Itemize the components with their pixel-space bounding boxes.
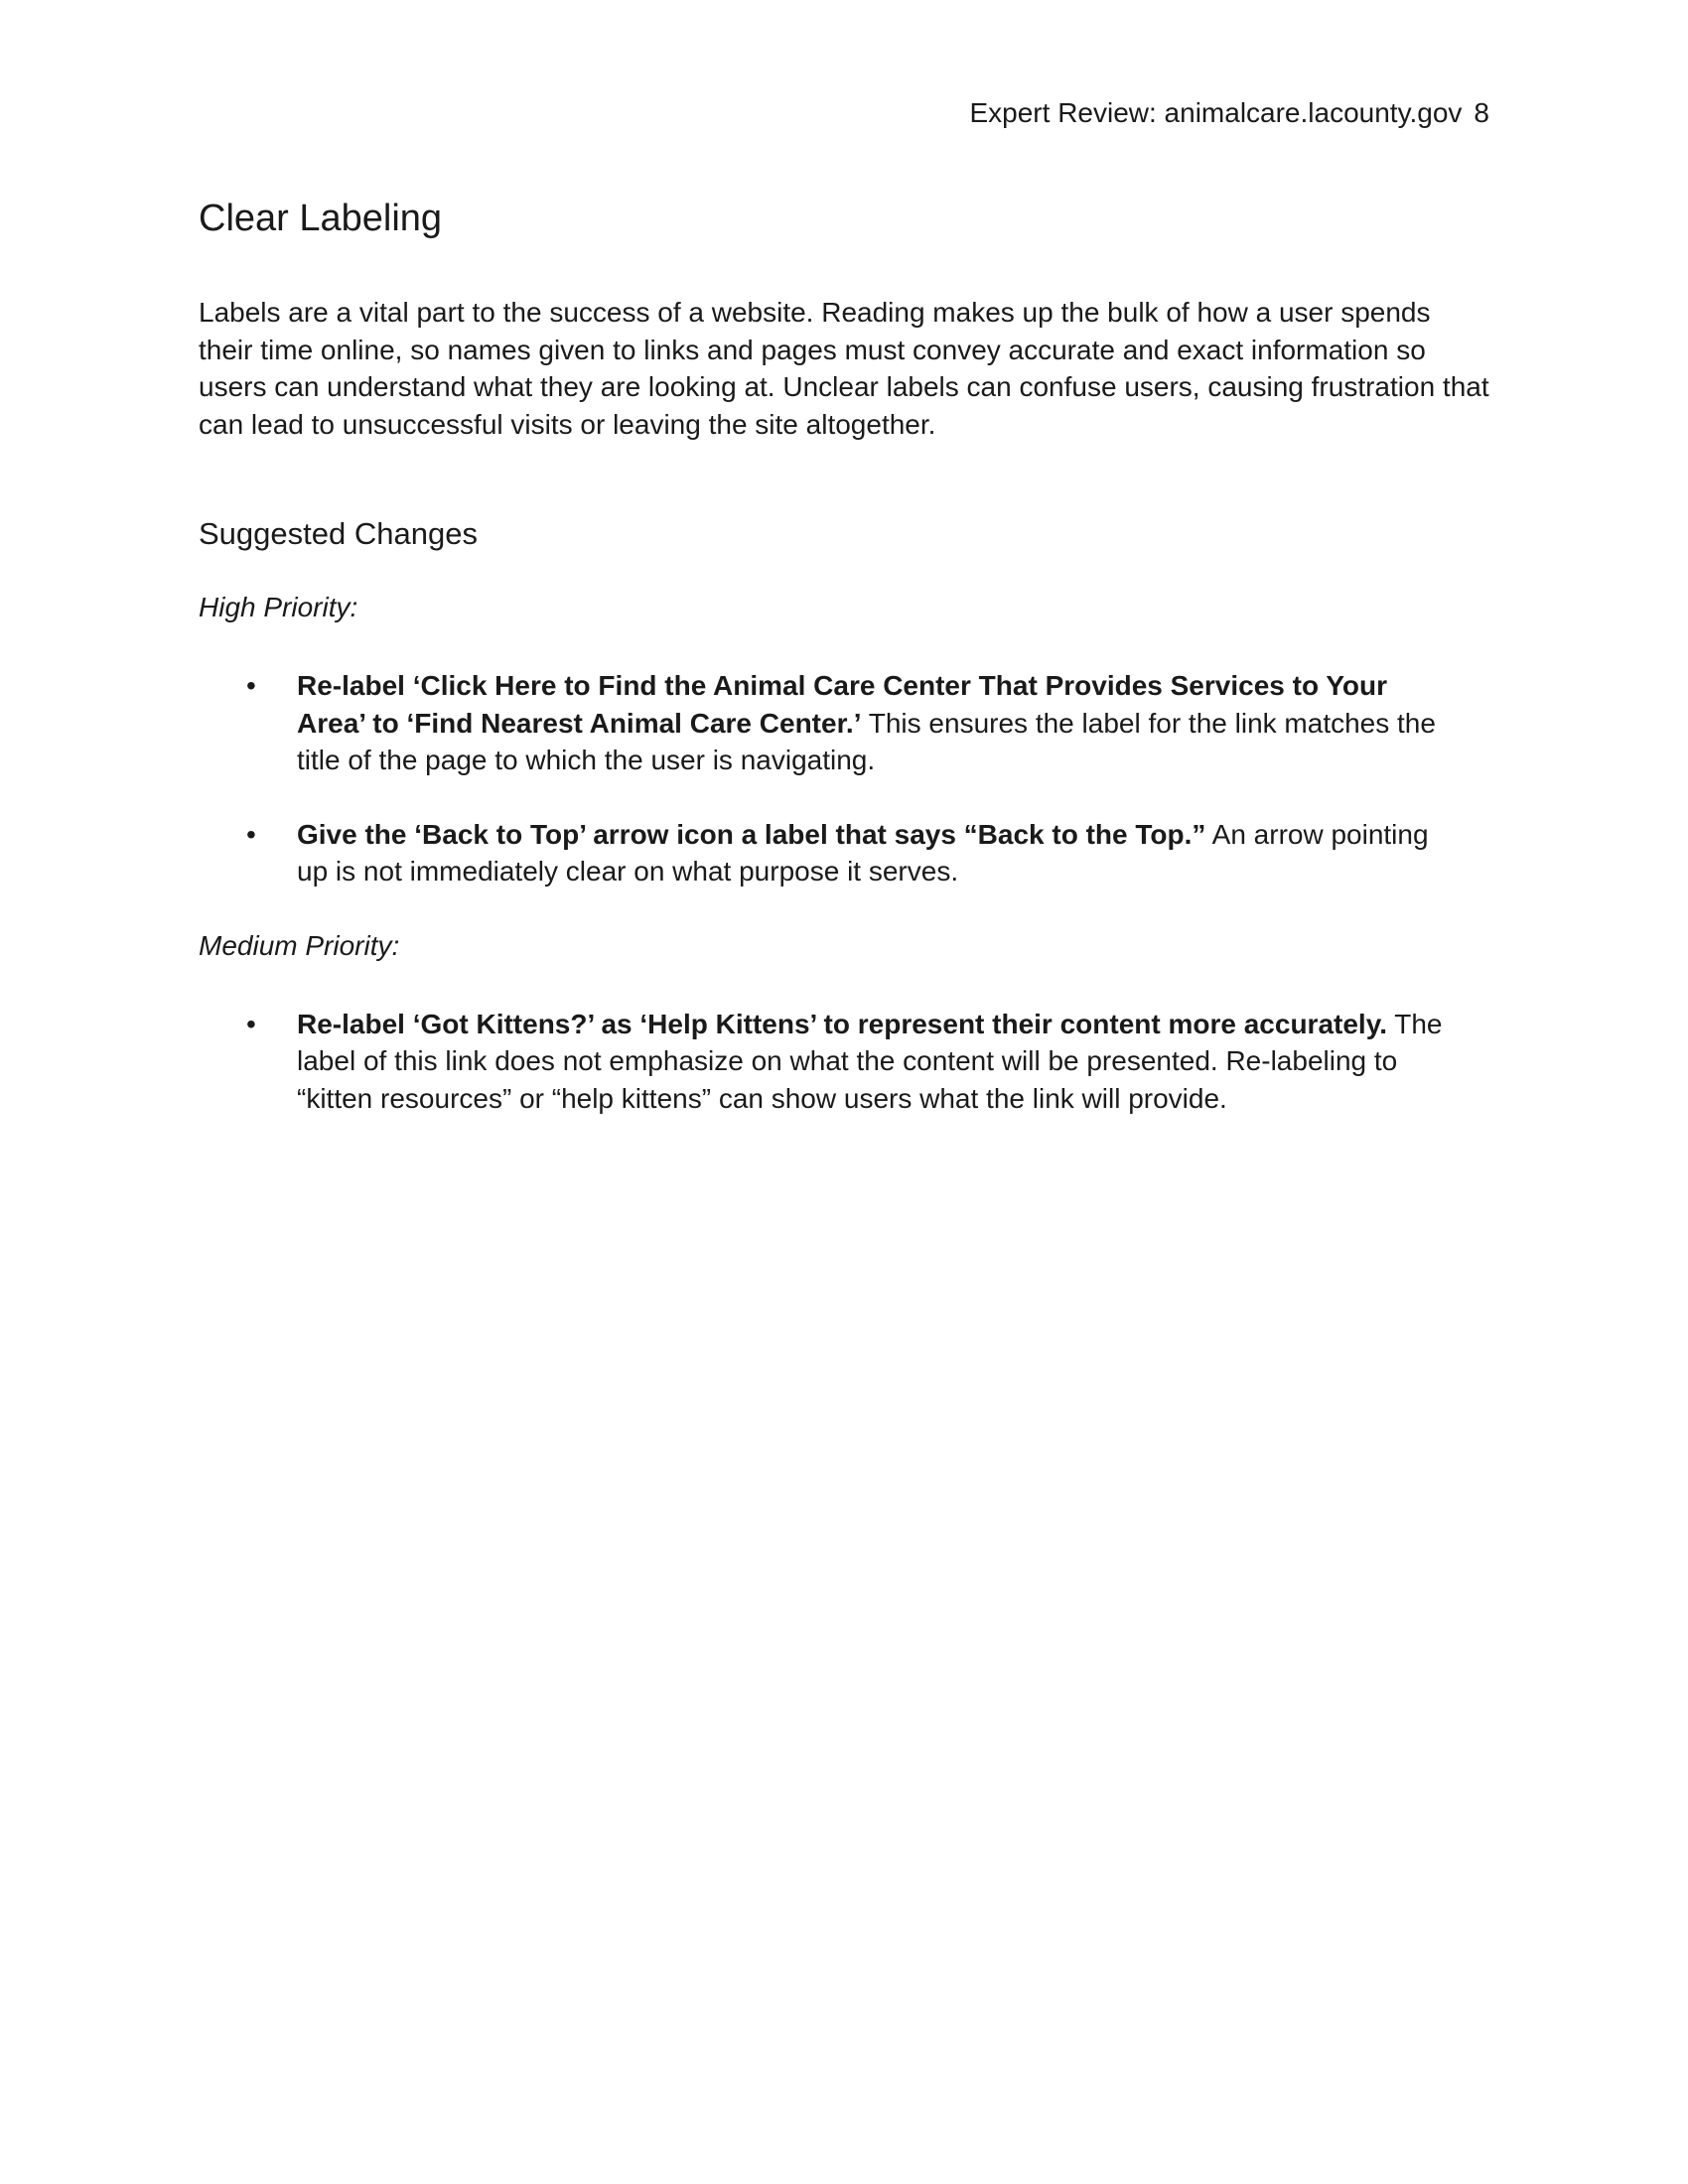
running-header-title: Expert Review: animalcare.lacounty.gov <box>969 97 1463 128</box>
list-item <box>199 667 1450 779</box>
intro-paragraph: Labels are a vital part to the success of a website. Reading makes up the bulk of how a user spends their time online, so names given to links and pages must convey accurate and exact information so users can understand what they are looking at. Unclear labels can confuse users, causing frustration that can lead to unsuccessful visits or leaving the site altogether. <box>199 297 1489 440</box>
recommendation-text: This ensures the label for the link matches the title of the page to which the user is navigating. <box>297 707 1436 775</box>
subsection-title: Suggested Changes <box>199 516 478 551</box>
running-header <box>969 95 1489 131</box>
list-item <box>199 1006 1450 1118</box>
recommendation-heading: Re-label ‘Click Here to Find the Animal Care Center That Provides Services to Your Area’ to ‘Find Nearest Animal Care Center.’ <box>297 670 1388 739</box>
high-priority-label: High Priority: <box>199 592 358 622</box>
recommendation-heading: Give the ‘Back to Top’ arrow icon a label that says “Back to the Top.” <box>297 818 1206 850</box>
section-title: Clear Labeling <box>199 198 443 239</box>
page-content <box>199 195 1489 1117</box>
recommendation-heading: Re-label ‘Got Kittens?’ as ‘Help Kittens’ to represent their content more accurately. <box>297 1008 1387 1039</box>
high-priority-list <box>199 667 1489 890</box>
list-item <box>199 816 1450 890</box>
page-number: 8 <box>1474 97 1489 128</box>
bullet-icon: • <box>246 818 256 850</box>
bullet-icon: • <box>246 670 256 701</box>
recommendation-text: An arrow pointing up is not immediately clear on what purpose it serves. <box>297 818 1429 887</box>
medium-priority-list <box>199 1006 1489 1118</box>
bullet-icon: • <box>246 1008 256 1039</box>
recommendation-text: The label of this link does not emphasize on what the content will be presented. Re-labeling to “kitten resources” or “help kittens” can show users what the link will provide. <box>297 1008 1443 1114</box>
medium-priority-label: Medium Priority: <box>199 929 400 961</box>
